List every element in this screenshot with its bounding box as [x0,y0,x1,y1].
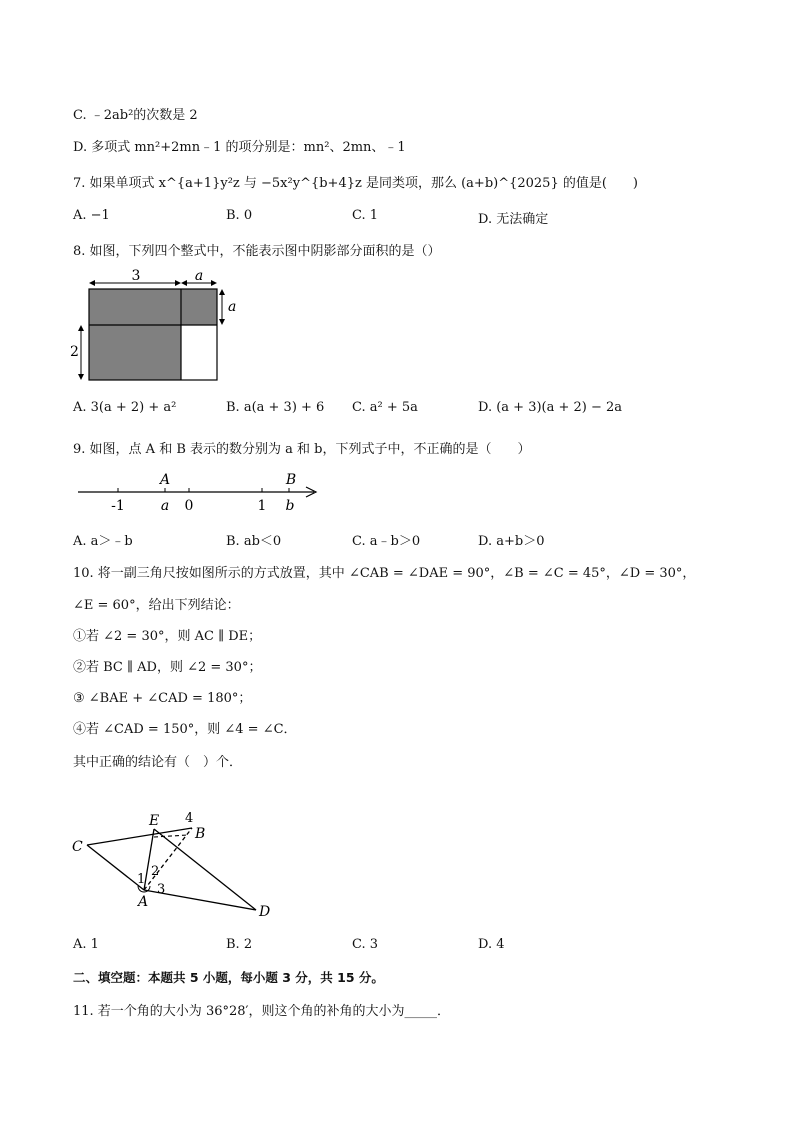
question-11: 11. 若一个角的大小为 36°28′，则这个角的补角的大小为_____． [73,1004,450,1019]
vertex-C: C [72,839,83,855]
angle-label-2: 2 [151,864,160,879]
vertex-B: B [195,826,206,842]
shaded-region-top-left [89,289,181,325]
question-10-cont: ∠E = 60°，给出下列结论： [73,598,240,613]
edge-E-to-B-dashed [154,835,188,837]
arrowhead [181,280,187,286]
option-d-line: D. 多项式 mn²+2mn﹣1 的项分别是：mn²、2mn、﹣1 [73,140,406,155]
q8-options [73,400,713,420]
label-a-top: a [194,268,204,284]
angle-label-3: 3 [157,882,166,897]
section-heading-fill-in: 二、填空题：本题共 5 小题，每小题 3 分，共 15 分。 [73,970,384,985]
q9-options [73,530,713,550]
q9-option-c[interactable]: C. a﹣b＞0 [352,534,421,549]
figure-10-triangles [60,806,290,924]
arrowhead [89,280,95,286]
q7-options [73,208,713,228]
q10-option-b[interactable]: B. 2 [226,937,253,952]
label-2: 2 [70,344,79,360]
angle-label-4: 4 [185,811,194,826]
tick-label-1: 1 [257,498,267,514]
angle-label-1: 1 [137,872,146,887]
value-b-label: b [285,498,295,514]
q8-option-b[interactable]: B. a(a + 3) + 6 [226,400,325,415]
arrowhead [219,289,225,295]
q10-option-d[interactable]: D. 4 [478,937,505,952]
q9-option-b[interactable]: B. ab＜0 [226,534,282,549]
edge-AB [144,828,192,890]
conclusion-2: ②若 BC ∥ AD，则 ∠2 = 30°； [73,660,262,675]
question-10: 10. 将一副三角尺按如图所示的方式放置，其中 ∠CAB = ∠DAE = 90°，∠B = ∠C = 45°，∠D = 30°， [73,566,696,581]
vertex-A: A [138,894,149,910]
shaded-region-bottom-left [89,325,181,380]
q8-option-c[interactable]: C. a² + 5a [352,400,418,415]
q9-option-d[interactable]: D. a+b＞0 [478,534,545,549]
arrowhead [211,280,217,286]
vertex-E: E [149,813,160,829]
label-3: 3 [131,268,141,284]
vertex-D: D [259,904,271,920]
q7-option-d[interactable]: D. 无法确定 [478,212,549,227]
q8-option-d[interactable]: D. (a + 3)(a + 2) − 2a [478,400,623,415]
question-8: 8. 如图，下列四个整式中，不能表示图中阴影部分面积的是（） [73,244,441,259]
question-10-prompt: 其中正确的结论有（ ）个． [73,755,243,770]
value-a-label: a [160,498,170,514]
q10-option-a[interactable]: A. 1 [73,937,99,952]
arrowhead [175,280,181,286]
arrowhead [78,325,84,331]
q7-option-c[interactable]: C. 1 [352,208,379,223]
point-a-label: A [159,472,171,488]
question-7: 7. 如果单项式 x^{a+1}y²z 与 −5x²y^{b+4}z 是同类项，那么 (a+b)^{2025} 的值是( ) [73,176,639,191]
option-c-line: C. ﹣2ab²的次数是 2 [73,108,198,123]
conclusion-4: ④若 ∠CAD = 150°，则 ∠4 = ∠C． [73,722,297,737]
question-9: 9. 如图，点 A 和 B 表示的数分别为 a 和 b，下列式子中，不正确的是（ ） [73,442,531,457]
label-a-right: a [228,299,237,315]
point-b-label: B [285,472,297,488]
edge-CB [87,828,192,845]
edge-CA [87,845,144,890]
q7-option-b[interactable]: B. 0 [226,208,253,223]
tick-label-minus-1: -1 [111,498,125,514]
q7-option-a[interactable]: A. −1 [73,208,110,223]
figure-8-rectangle [60,266,260,386]
shaded-region-top-right [181,289,217,325]
q9-option-a[interactable]: A. a＞﹣b [73,534,133,549]
q10-options [73,937,713,957]
conclusion-3: ③ ∠BAE + ∠CAD = 180°； [73,691,252,706]
q8-option-a[interactable]: A. 3(a + 2) + a² [73,400,177,415]
arrowhead [78,374,84,380]
arrowhead [219,319,225,325]
figure-9-number-line [70,466,330,516]
tick-label-0: 0 [184,498,194,514]
edge-AE [144,829,154,890]
q10-option-c[interactable]: C. 3 [352,937,379,952]
unshaded-region [181,325,217,380]
conclusion-1: ①若 ∠2 = 30°，则 AC ∥ DE； [73,629,262,644]
